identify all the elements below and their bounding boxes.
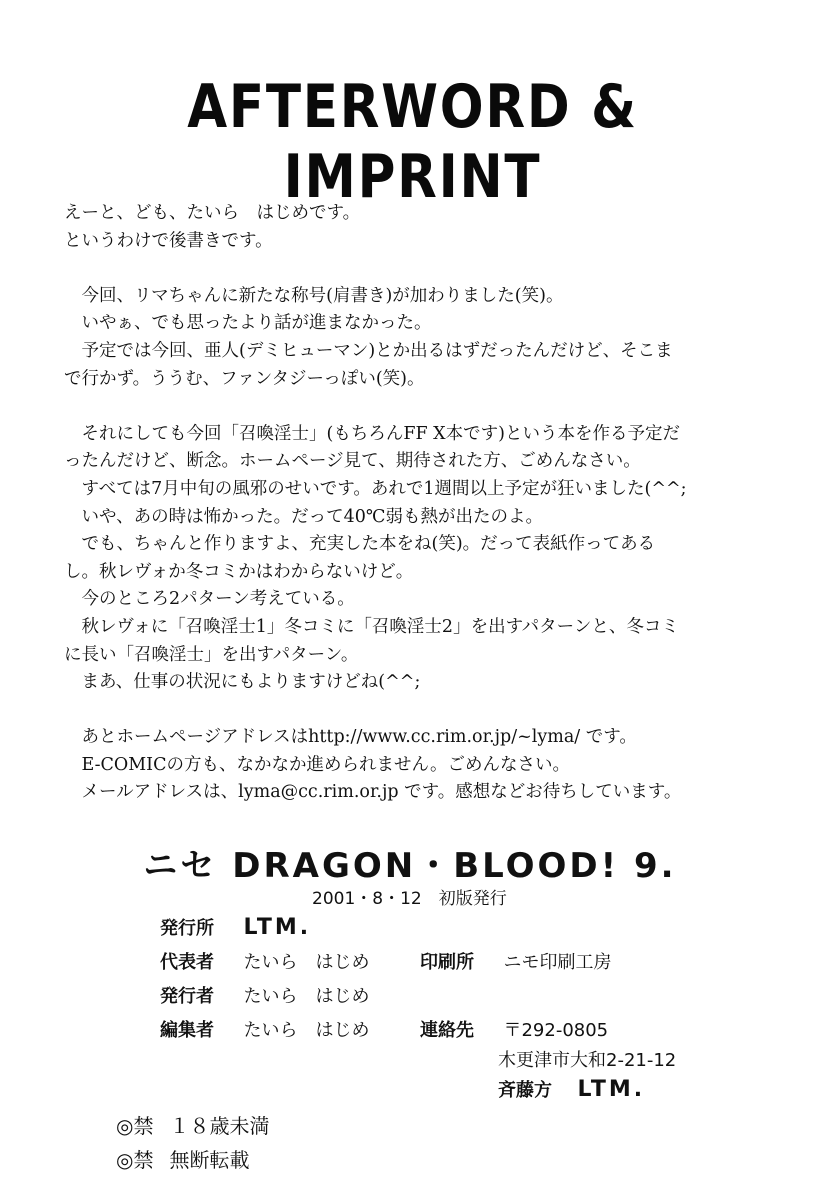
issuer-label: 発行者	[160, 986, 214, 1007]
contact-care-of	[498, 1076, 645, 1102]
paragraph-gap	[64, 255, 784, 283]
notice-minors	[116, 1110, 269, 1139]
contact-care-value: LTM.	[577, 1077, 646, 1102]
text-line: で行かず。ううむ、ファンタジーっぽい(笑)。	[64, 368, 425, 389]
text-line: すべては7月中旬の風邪のせいです。あれで1週間以上予定が狂いました(^^;	[64, 478, 687, 499]
imprint-row-printer	[420, 948, 611, 974]
notice-mark: ◎禁	[116, 1114, 154, 1138]
printer-label: 印刷所	[420, 952, 474, 973]
publication-date: 2001・8・12 初版発行	[312, 889, 507, 909]
text-line: 予定では今回、亜人(デミヒューマン)とか出るはずだったんだけど、そこま	[64, 340, 673, 361]
imprint-row-contact	[420, 1016, 608, 1042]
text-line: いや、あの時は怖かった。だって40℃弱も熱が出たのよ。	[64, 506, 543, 527]
representative-value: たいら はじめ	[243, 952, 370, 973]
notice-text: 無断転載	[169, 1148, 250, 1172]
text-line: メールアドレスは、lyma@cc.rim.or.jp です。感想などお待ちしています。	[64, 782, 682, 803]
contact-postal: 〒292-0805	[503, 1020, 609, 1041]
text-line: でも、ちゃんと作りますよ、充実した本をね(笑)。だって表紙作ってある	[64, 534, 656, 555]
text-line: し。秋レヴォか冬コミかはわからないけど。	[64, 561, 414, 582]
text-line: えーと、ども、たいら はじめです。	[64, 203, 361, 223]
text-line: というわけで後書きです。	[64, 230, 273, 251]
representative-label: 代表者	[160, 952, 214, 973]
text-line: に長い「召喚淫士」を出すパターン。	[64, 644, 359, 665]
imprint-row-issuer	[160, 982, 369, 1008]
contact-care-prefix: 斉藤方	[498, 1080, 552, 1101]
imprint-row-editor	[160, 1016, 369, 1042]
text-line: あとホームページアドレスはhttp://www.cc.rim.or.jp/~lyma/ です。	[64, 727, 637, 748]
afterword-text	[64, 200, 784, 807]
imprint-row-publisher	[160, 914, 311, 940]
text-line: 秋レヴォに「召喚淫士1」冬コミに「召喚淫士2」を出すパターンと、冬コミ	[64, 616, 679, 637]
contact-label: 連絡先	[420, 1020, 474, 1041]
text-line: まあ、仕事の状況にもよりますけどね(^^;	[64, 672, 421, 693]
imprint-row-representative	[160, 948, 369, 974]
text-line: E-COMICの方も、なかなか進められません。ごめんなさい。	[64, 754, 571, 775]
notice-text: １８歳未満	[169, 1114, 270, 1138]
text-line: 今のところ2パターン考えている。	[64, 589, 355, 610]
editor-label: 編集者	[160, 1020, 214, 1041]
printer-value: ニモ印刷工房	[503, 952, 612, 973]
paragraph-gap	[64, 697, 784, 725]
notice-reprint	[116, 1144, 249, 1173]
paragraph-gap	[64, 393, 784, 421]
notice-mark: ◎禁	[116, 1148, 154, 1172]
page-title: AFTERWORD & IMPRINT	[187, 72, 638, 212]
issuer-value: たいら はじめ	[243, 986, 370, 1007]
editor-value: たいら はじめ	[243, 1020, 370, 1041]
book-title: ニセ DRAGON・BLOOD! 9.	[143, 846, 677, 886]
contact-address: 木更津市大和2-21-12	[498, 1050, 677, 1071]
text-line: 今回、リマちゃんに新たな称号(肩書き)が加わりました(笑)。	[64, 285, 564, 306]
text-line: いやぁ、でも思ったより話が進まなかった。	[64, 313, 432, 334]
publisher-label: 発行所	[160, 918, 214, 939]
text-line: ったんだけど、断念。ホームページ見て、期待された方、ごめんなさい。	[64, 451, 641, 472]
text-line: それにしても今回「召喚淫士」(もちろんFF X本です)という本を作る予定だ	[64, 423, 680, 444]
publisher-value: LTM.	[243, 915, 312, 940]
